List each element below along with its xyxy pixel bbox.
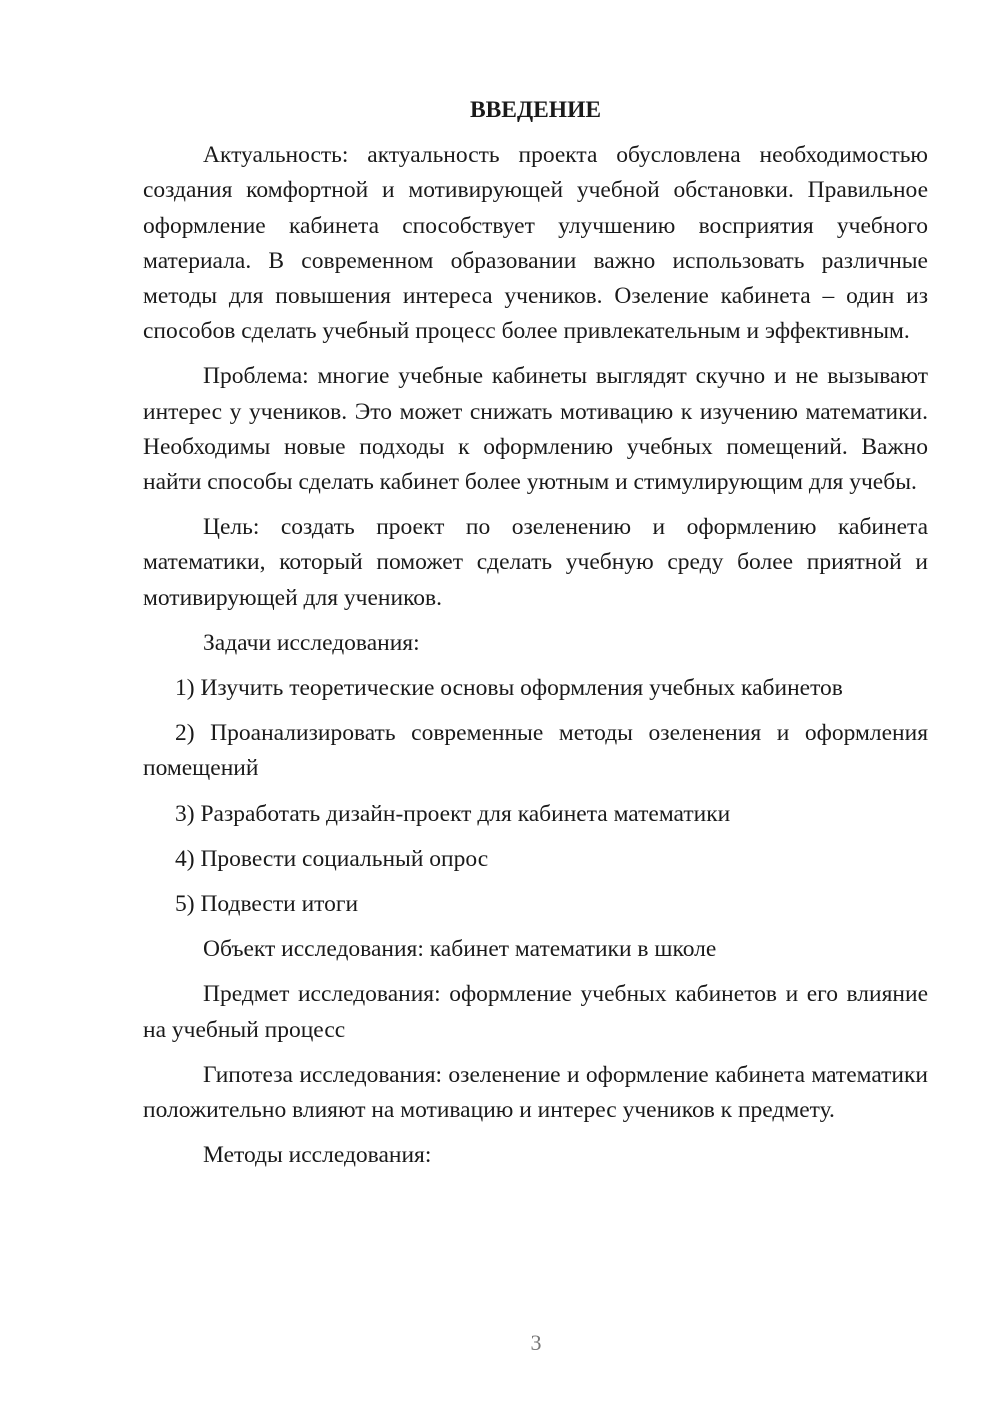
list-item-task-2: 2) Проанализировать современные методы озеленения и оформления помещений [143,720,928,782]
paragraph-object: Объект исследования: кабинет математики в школе [203,936,717,963]
paragraph-hypothesis: Гипотеза исследования: озеленение и оформление кабинета математики положительно влияют на мотивацию и интерес учеников к предмету. [143,1061,928,1124]
list-item-task-5: 5) Подвести итоги [175,891,359,918]
section-title: ВВЕДЕНИЕ [469,97,602,123]
tasks-heading: Задачи исследования: [203,629,420,656]
methods-heading: Методы исследования: [203,1142,432,1169]
page-content [143,93,928,1183]
paragraph-relevance: Актуальность: актуальность проекта обусловлена необходимостью создания комфортной и мотивирующей учебной обстановки. Правильное оформление кабинета способствует улучшению восприятия учебного материала. В современном образовании важно использовать различные методы для повышения интереса учеников. Озеление кабинета – один из способов сделать учебный процесс более привлекательным и эффективным. [143,142,928,345]
paragraph-subject: Предмет исследования: оформление учебных кабинетов и его влияние на учебный процесс [143,981,928,1043]
list-item-task-1: 1) Изучить теоретические основы оформления учебных кабинетов [175,675,843,702]
list-item-task-3: 3) Разработать дизайн-проект для кабинета математики [175,800,731,827]
paragraph-goal: Цель: создать проект по озеленению и оформлению кабинета математики, который поможет сделать учебную среду более приятной и мотивирующей для учеников. [143,514,928,611]
page-number: 3 [530,1330,542,1355]
paragraph-problem: Проблема: многие учебные кабинеты выглядят скучно и не вызывают интерес у учеников. Это может снижать мотивацию к изучению математики. Необходимы новые подходы к оформлению учебных помещений. Важно найти способы сделать кабинет более уютным и стимулирующим для учебы. [143,363,928,496]
list-item-task-4: 4) Провести социальный опрос [175,845,489,872]
